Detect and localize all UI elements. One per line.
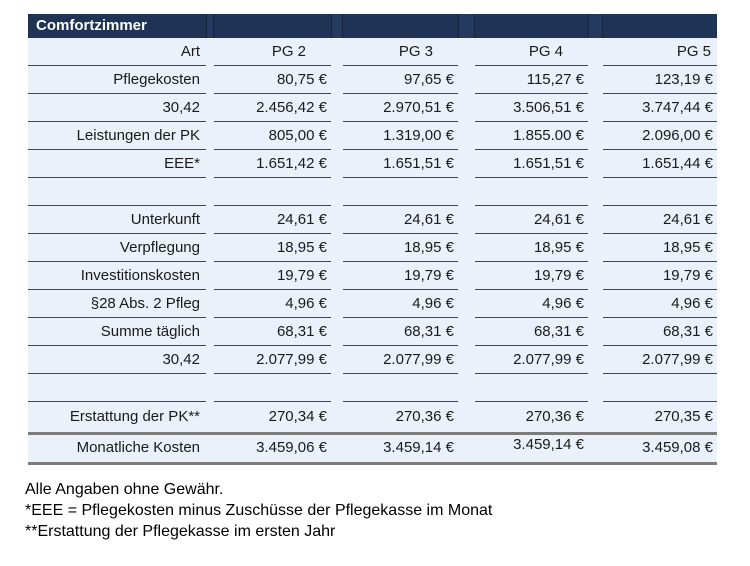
column-gap [331, 402, 343, 432]
row-value: 2.970,51 € [343, 94, 458, 122]
row-label [28, 178, 206, 206]
row-value: 24,61 € [214, 206, 331, 234]
column-separator [458, 14, 475, 38]
row-value [475, 178, 588, 206]
row-value: 2.077,99 € [603, 346, 717, 374]
row-value: 24,61 € [475, 206, 588, 234]
column-header-pg5: PG 5 [603, 38, 717, 66]
row-value: 1.319,00 € [343, 122, 458, 150]
column-gap [588, 66, 603, 94]
row-label: Monatliche Kosten [76, 439, 200, 456]
column-gap [588, 206, 603, 234]
footnote-disclaimer: Alle Angaben ohne Gewähr. [25, 481, 224, 498]
row-value: 270,36 € [395, 408, 454, 425]
row-value: 68,31 € [603, 318, 717, 346]
table-row [28, 206, 717, 234]
column-gap [331, 66, 343, 94]
row-value: 68,31 € [343, 318, 458, 346]
row-label [28, 374, 206, 402]
column-gap [458, 346, 475, 374]
row-value: 270,35 € [654, 408, 713, 425]
row-label: Leistungen der PK [28, 122, 206, 150]
column-gap [331, 234, 343, 262]
row-value: 805,00 € [214, 122, 331, 150]
table-row [28, 318, 717, 346]
row-value: 97,65 € [343, 66, 458, 94]
column-gap [458, 435, 475, 462]
column-gap [331, 290, 343, 318]
row-label: EEE* [28, 150, 206, 178]
row-value: 2.077,99 € [214, 346, 331, 374]
table-row [28, 66, 717, 94]
column-gap [458, 38, 475, 66]
row-value: 1.651,51 € [343, 150, 458, 178]
column-gap [458, 178, 475, 206]
column-gap [331, 374, 343, 402]
row-value: 18,95 € [603, 234, 717, 262]
column-gap [588, 150, 603, 178]
column-gap [206, 318, 214, 346]
column-gap [206, 262, 214, 290]
row-value: 24,61 € [603, 206, 717, 234]
column-gap [458, 262, 475, 290]
table-row [28, 94, 717, 122]
table-row [28, 262, 717, 290]
row-value: 24,61 € [343, 206, 458, 234]
column-gap [588, 262, 603, 290]
column-gap [458, 374, 475, 402]
table-row [28, 402, 717, 432]
column-separator [331, 14, 343, 38]
table-row [28, 122, 717, 150]
row-value: 2.096,00 € [603, 122, 717, 150]
row-value: 3.747,44 € [603, 94, 717, 122]
column-gap [206, 435, 214, 462]
column-gap [588, 318, 603, 346]
row-value: 3.506,51 € [475, 94, 588, 122]
column-gap [206, 206, 214, 234]
column-gap [206, 346, 214, 374]
footnote-eee: *EEE = Pflegekosten minus Zuschüsse der Pflegekasse im Monat [25, 502, 493, 519]
table-row-total [28, 432, 717, 462]
column-gap [331, 38, 343, 66]
column-gap [206, 178, 214, 206]
row-value: 270,34 € [268, 408, 327, 425]
column-gap [206, 94, 214, 122]
column-gap [458, 234, 475, 262]
column-gap [331, 150, 343, 178]
table-title: Comfortzimmer [36, 17, 147, 34]
column-gap [458, 66, 475, 94]
row-value: 19,79 € [475, 262, 588, 290]
column-header-pg4: PG 4 [475, 38, 588, 66]
column-gap [206, 38, 214, 66]
table-body [28, 66, 717, 462]
table-row [28, 150, 717, 178]
table-row [28, 346, 717, 374]
column-gap [331, 346, 343, 374]
column-gap [206, 122, 214, 150]
column-gap [588, 374, 603, 402]
table-row [28, 234, 717, 262]
table-row [28, 178, 717, 206]
row-value: 18,95 € [475, 234, 588, 262]
column-gap [206, 234, 214, 262]
column-gap [588, 290, 603, 318]
row-value: 270,36 € [525, 408, 584, 425]
row-value: 4,96 € [343, 290, 458, 318]
column-gap [331, 178, 343, 206]
row-value: 3.459,06 € [256, 439, 327, 456]
row-value: 1.651,51 € [475, 150, 588, 178]
table-header-row [28, 38, 717, 66]
row-value: 3.459,08 € [642, 439, 713, 456]
row-value: 68,31 € [214, 318, 331, 346]
row-label: Investitionskosten [28, 262, 206, 290]
row-value: 19,79 € [214, 262, 331, 290]
row-value: 2.456,42 € [214, 94, 331, 122]
column-separator [206, 14, 214, 38]
column-gap [331, 262, 343, 290]
column-gap [458, 318, 475, 346]
column-gap [331, 318, 343, 346]
footnotes [25, 479, 492, 542]
column-header-art: Art [28, 38, 206, 66]
row-value: 18,95 € [343, 234, 458, 262]
column-gap [458, 206, 475, 234]
row-value: 115,27 € [475, 66, 588, 94]
row-value: 123,19 € [603, 66, 717, 94]
row-label: Pflegekosten [28, 66, 206, 94]
row-value: 4,96 € [214, 290, 331, 318]
column-gap [458, 94, 475, 122]
column-gap [206, 374, 214, 402]
row-value [475, 374, 588, 402]
row-value [343, 178, 458, 206]
column-gap [588, 435, 603, 462]
column-gap [331, 435, 343, 462]
row-value: 19,79 € [343, 262, 458, 290]
row-value: 2.077,99 € [475, 346, 588, 374]
row-label: Verpflegung [28, 234, 206, 262]
row-label: Summe täglich [28, 318, 206, 346]
column-header-pg2: PG 2 [214, 38, 331, 66]
cost-table [28, 14, 717, 465]
table-row [28, 290, 717, 318]
column-gap [458, 290, 475, 318]
row-label: Unterkunft [28, 206, 206, 234]
row-value [603, 178, 717, 206]
row-value: 4,96 € [475, 290, 588, 318]
row-value [214, 374, 331, 402]
row-label: Erstattung der PK** [69, 408, 200, 425]
column-gap [206, 290, 214, 318]
column-gap [206, 402, 214, 432]
footnote-erstattung: **Erstattung der Pflegekasse im ersten Jahr [25, 523, 336, 540]
column-gap [588, 346, 603, 374]
row-value [603, 374, 717, 402]
table-row [28, 374, 717, 402]
row-value [214, 178, 331, 206]
column-gap [331, 122, 343, 150]
row-value: 19,79 € [603, 262, 717, 290]
row-value: 1.651,44 € [603, 150, 717, 178]
row-value: 68,31 € [475, 318, 588, 346]
column-gap [588, 94, 603, 122]
row-value [343, 374, 458, 402]
column-gap [588, 38, 603, 66]
column-gap [206, 66, 214, 94]
row-value: 3.459,14 € [513, 436, 584, 453]
row-value: 1.651,42 € [214, 150, 331, 178]
table-title-band [28, 14, 717, 38]
column-gap [331, 206, 343, 234]
row-value: 18,95 € [214, 234, 331, 262]
row-label: 30,42 [28, 346, 206, 374]
row-label: 30,42 [28, 94, 206, 122]
column-gap [458, 150, 475, 178]
row-value: 2.077,99 € [343, 346, 458, 374]
column-gap [206, 150, 214, 178]
column-header-pg3: PG 3 [343, 38, 458, 66]
column-gap [458, 402, 475, 432]
row-value: 4,96 € [603, 290, 717, 318]
column-gap [588, 402, 603, 432]
row-value: 1.855.00 € [475, 122, 588, 150]
row-label: §28 Abs. 2 Pfleg [28, 290, 206, 318]
column-gap [331, 94, 343, 122]
column-separator [588, 14, 603, 38]
column-gap [588, 234, 603, 262]
column-gap [588, 178, 603, 206]
column-gap [458, 122, 475, 150]
row-value: 80,75 € [214, 66, 331, 94]
column-gap [588, 122, 603, 150]
row-value: 3.459,14 € [383, 439, 454, 456]
